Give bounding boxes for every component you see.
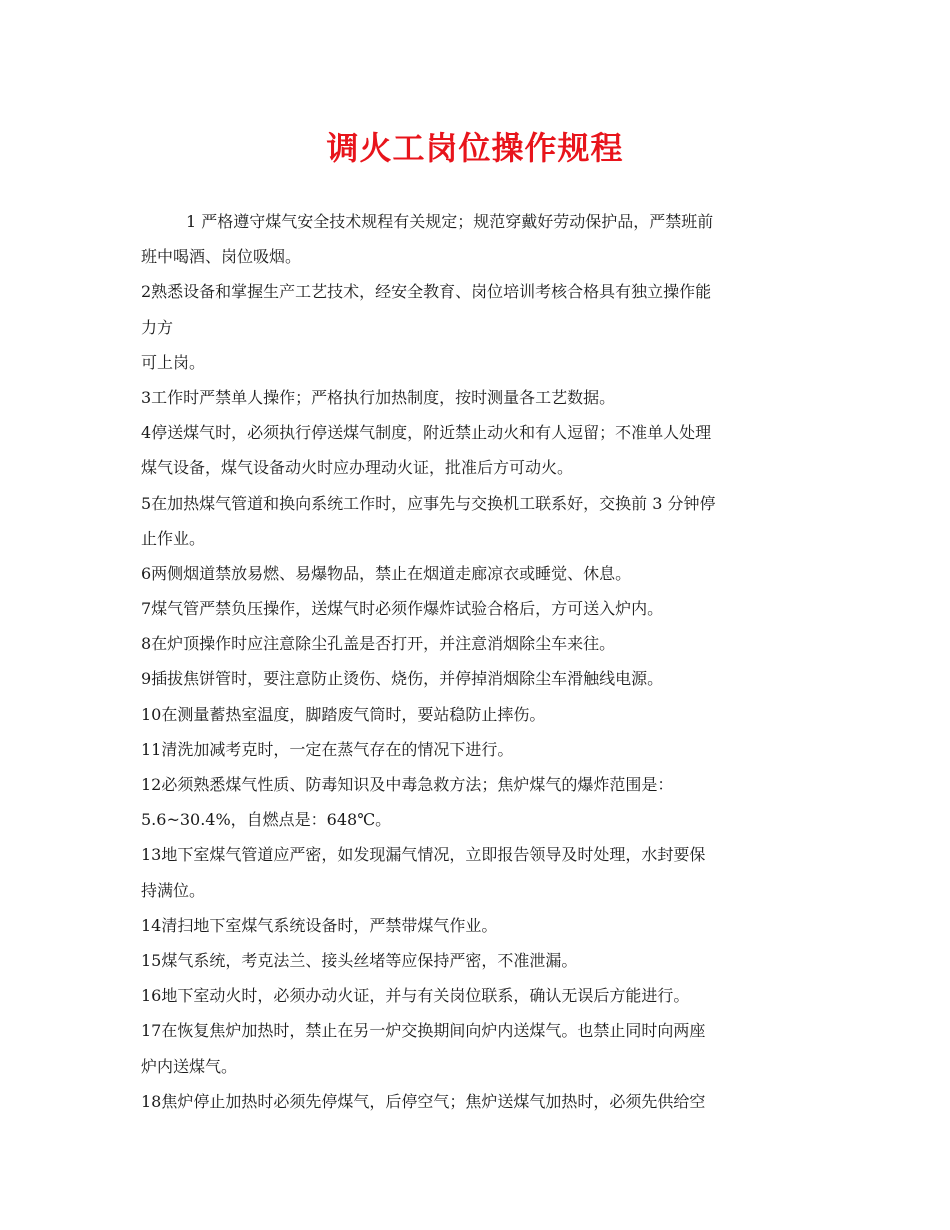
text-line: 17在恢复焦炉加热时，禁止在另一炉交换期间向炉内送煤气。也禁止同时向两座 xyxy=(141,1021,706,1041)
text-line: 5在加热煤气管道和换向系统工作时，应事先与交换机工联系好，交换前 3 分钟停 xyxy=(141,493,716,513)
text-line: 14清扫地下室煤气系统设备时，严禁带煤气作业。 xyxy=(141,915,498,935)
text-line: 可上岗。 xyxy=(141,352,206,372)
text-line: 止作业。 xyxy=(141,528,206,548)
text-line: 炉内送煤气。 xyxy=(141,1056,238,1076)
text-line: 力方 xyxy=(141,317,174,337)
text-line: 12必须熟悉煤气性质、防毒知识及中毒急救方法；焦炉煤气的爆炸范围是： xyxy=(141,775,674,794)
text-line: 11清洗加减考克时，一定在蒸气存在的情况下进行。 xyxy=(141,739,514,759)
text-line: 1 严格遵守煤气安全技术规程有关规定；规范穿戴好劳动保护品，严禁班前 xyxy=(186,212,714,231)
text-line: 9插拔焦饼管时，要注意防止烫伤、烧伤，并停掉消烟除尘车滑触线电源。 xyxy=(141,669,664,689)
text-line: 18焦炉停止加热时必须先停煤气，后停空气；焦炉送煤气加热时，必须先供给空 xyxy=(141,1091,706,1111)
text-line: 16地下室动火时，必须办动火证，并与有关岗位联系，确认无误后方能进行。 xyxy=(141,986,690,1006)
text-line: 8在炉顶操作时应注意除尘孔盖是否打开，并注意消烟除尘车来往。 xyxy=(141,634,616,654)
text-line: 15煤气系统，考克法兰、接头丝堵等应保持严密，不准泄漏。 xyxy=(141,950,578,970)
text-line: 班中喝酒、岗位吸烟。 xyxy=(141,247,302,267)
text-line: 2熟悉设备和掌握生产工艺技术，经安全教育、岗位培训考核合格具有独立操作能 xyxy=(141,282,712,302)
text-line: 3工作时严禁单人操作；严格执行加热制度，按时测量各工艺数据。 xyxy=(141,387,616,407)
text-line: 10在测量蓄热室温度，脚踏废气筒时，要站稳防止摔伤。 xyxy=(141,704,546,724)
document-title: 调火工岗位操作规程 xyxy=(326,129,624,167)
text-line: 6两侧烟道禁放易燃、易爆物品，禁止在烟道走廊凉衣或睡觉、休息。 xyxy=(141,563,632,583)
text-line: 煤气设备，煤气设备动火时应办理动火证，批准后方可动火。 xyxy=(141,458,574,478)
text-line: 持满位。 xyxy=(141,880,206,900)
document-body xyxy=(141,204,811,1119)
text-line: 5.6~30.4%，自燃点是：648℃。 xyxy=(141,810,392,830)
text-line: 7煤气管严禁负压操作，送煤气时必须作爆炸试验合格后，方可送入炉内。 xyxy=(141,599,664,619)
text-line: 4停送煤气时，必须执行停送煤气制度，附近禁止动火和有人逗留；不准单人处理 xyxy=(141,423,712,443)
text-line: 13地下室煤气管道应严密，如发现漏气情况，立即报告领导及时处理，水封要保 xyxy=(141,845,706,865)
